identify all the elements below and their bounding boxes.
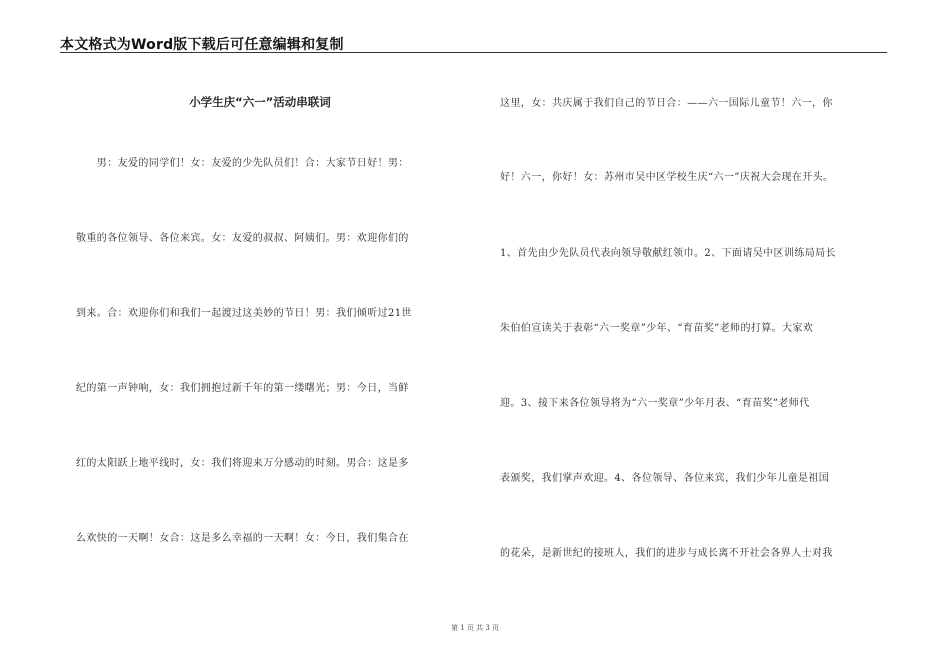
body-line: 红的太阳跃上地平线时，女：我们将迎来万分感动的时刻。男合：这是多	[76, 458, 409, 469]
document-title: 小学生庆“六一”活动串联词	[189, 95, 331, 109]
body-line: 这里，女：共庆属于我们自己的节日合：——六一国际儿童节！六一，你	[500, 98, 833, 109]
body-line: 朱伯伯宣读关于表彰“六一奖章”少年、“育苗奖”老师的打算。大家欢	[500, 323, 814, 334]
header-title: 本文格式为Word版下载后可任意编辑和复制	[60, 37, 344, 53]
body-line: 表颁奖，我们掌声欢迎。4、各位领导、各位来宾，我们少年儿童是祖国	[500, 473, 830, 484]
body-line: 迎。3、接下来各位领导将为“六一奖章”少年月表、“育苗奖”老师代	[500, 398, 810, 409]
body-line: 纪的第一声钟响，女：我们拥抱过新千年的第一缕曙光；男：今日，当鲜	[76, 383, 409, 394]
body-line: 好！六一，你好！女：苏州市吴中区学校生庆“六一”庆祝大会现在开头。	[500, 172, 834, 183]
body-line: 敬重的各位领导、各位来宾。女：友爱的叔叔、阿姨们。男：欢迎你们的	[76, 233, 409, 244]
body-line: 1、首先由少先队员代表向领导敬献红领巾。2、下面请吴中区训练局局长	[500, 248, 836, 259]
body-line: 的花朵，是新世纪的接班人，我们的进步与成长离不开社会各界人士对我	[500, 548, 833, 559]
body-line: 到来。合：欢迎你们和我们一起渡过这美妙的节日！男：我们倾听过21世	[76, 308, 412, 319]
header-divider	[60, 52, 887, 53]
page-number: 第 1 页 共 3 页	[450, 624, 500, 632]
body-line: 么欢快的一天啊！女合：这是多么幸福的一天啊！女：今日，我们集合在	[76, 533, 409, 544]
body-line: 男：友爱的同学们！女：友爱的少先队员们！合：大家节日好！男：	[76, 158, 409, 169]
